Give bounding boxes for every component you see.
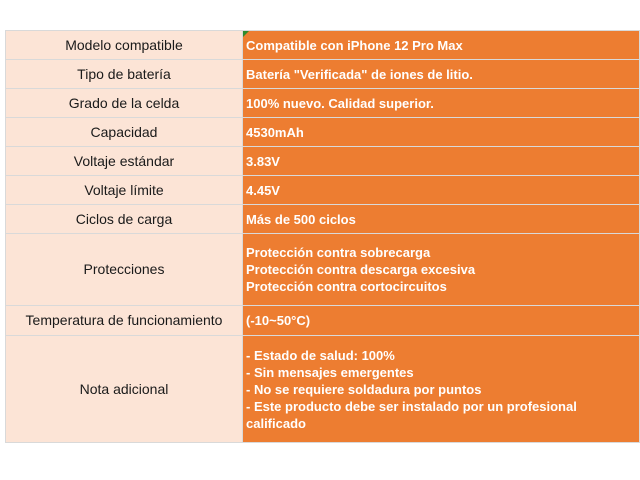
table-row bbox=[6, 234, 640, 306]
row-label: Protecciones bbox=[6, 234, 243, 306]
row-value: Más de 500 ciclos bbox=[243, 205, 640, 234]
row-value: 3.83V bbox=[243, 147, 640, 176]
row-value: Batería "Verificada" de iones de litio. bbox=[243, 60, 640, 89]
table-row bbox=[6, 118, 640, 147]
row-label: Nota adicional bbox=[6, 336, 243, 443]
table-row bbox=[6, 176, 640, 205]
table-row bbox=[6, 205, 640, 234]
row-label: Voltaje límite bbox=[6, 176, 243, 205]
row-value: Compatible con iPhone 12 Pro Max bbox=[243, 31, 640, 60]
row-value: - Estado de salud: 100% - Sin mensajes emergentes - No se requiere soldadura por puntos - Este producto debe ser instalado por un profesional calificado bbox=[243, 336, 640, 443]
table-row bbox=[6, 147, 640, 176]
row-value: Protección contra sobrecarga Protección contra descarga excesiva Protección contra cortocircuitos bbox=[243, 234, 640, 306]
row-label: Modelo compatible bbox=[6, 31, 243, 60]
row-value: 100% nuevo. Calidad superior. bbox=[243, 89, 640, 118]
table-row bbox=[6, 306, 640, 336]
table-row bbox=[6, 31, 640, 60]
row-value: (-10~50°C) bbox=[243, 306, 640, 336]
row-label: Grado de la celda bbox=[6, 89, 243, 118]
row-label: Temperatura de funcionamiento bbox=[6, 306, 243, 336]
row-value: 4.45V bbox=[243, 176, 640, 205]
row-label: Tipo de batería bbox=[6, 60, 243, 89]
table-row bbox=[6, 60, 640, 89]
spec-sheet bbox=[5, 30, 639, 443]
row-label: Voltaje estándar bbox=[6, 147, 243, 176]
row-label: Capacidad bbox=[6, 118, 243, 147]
row-label: Ciclos de carga bbox=[6, 205, 243, 234]
spec-table bbox=[5, 30, 640, 443]
row-value: 4530mAh bbox=[243, 118, 640, 147]
table-row bbox=[6, 89, 640, 118]
table-row bbox=[6, 336, 640, 443]
